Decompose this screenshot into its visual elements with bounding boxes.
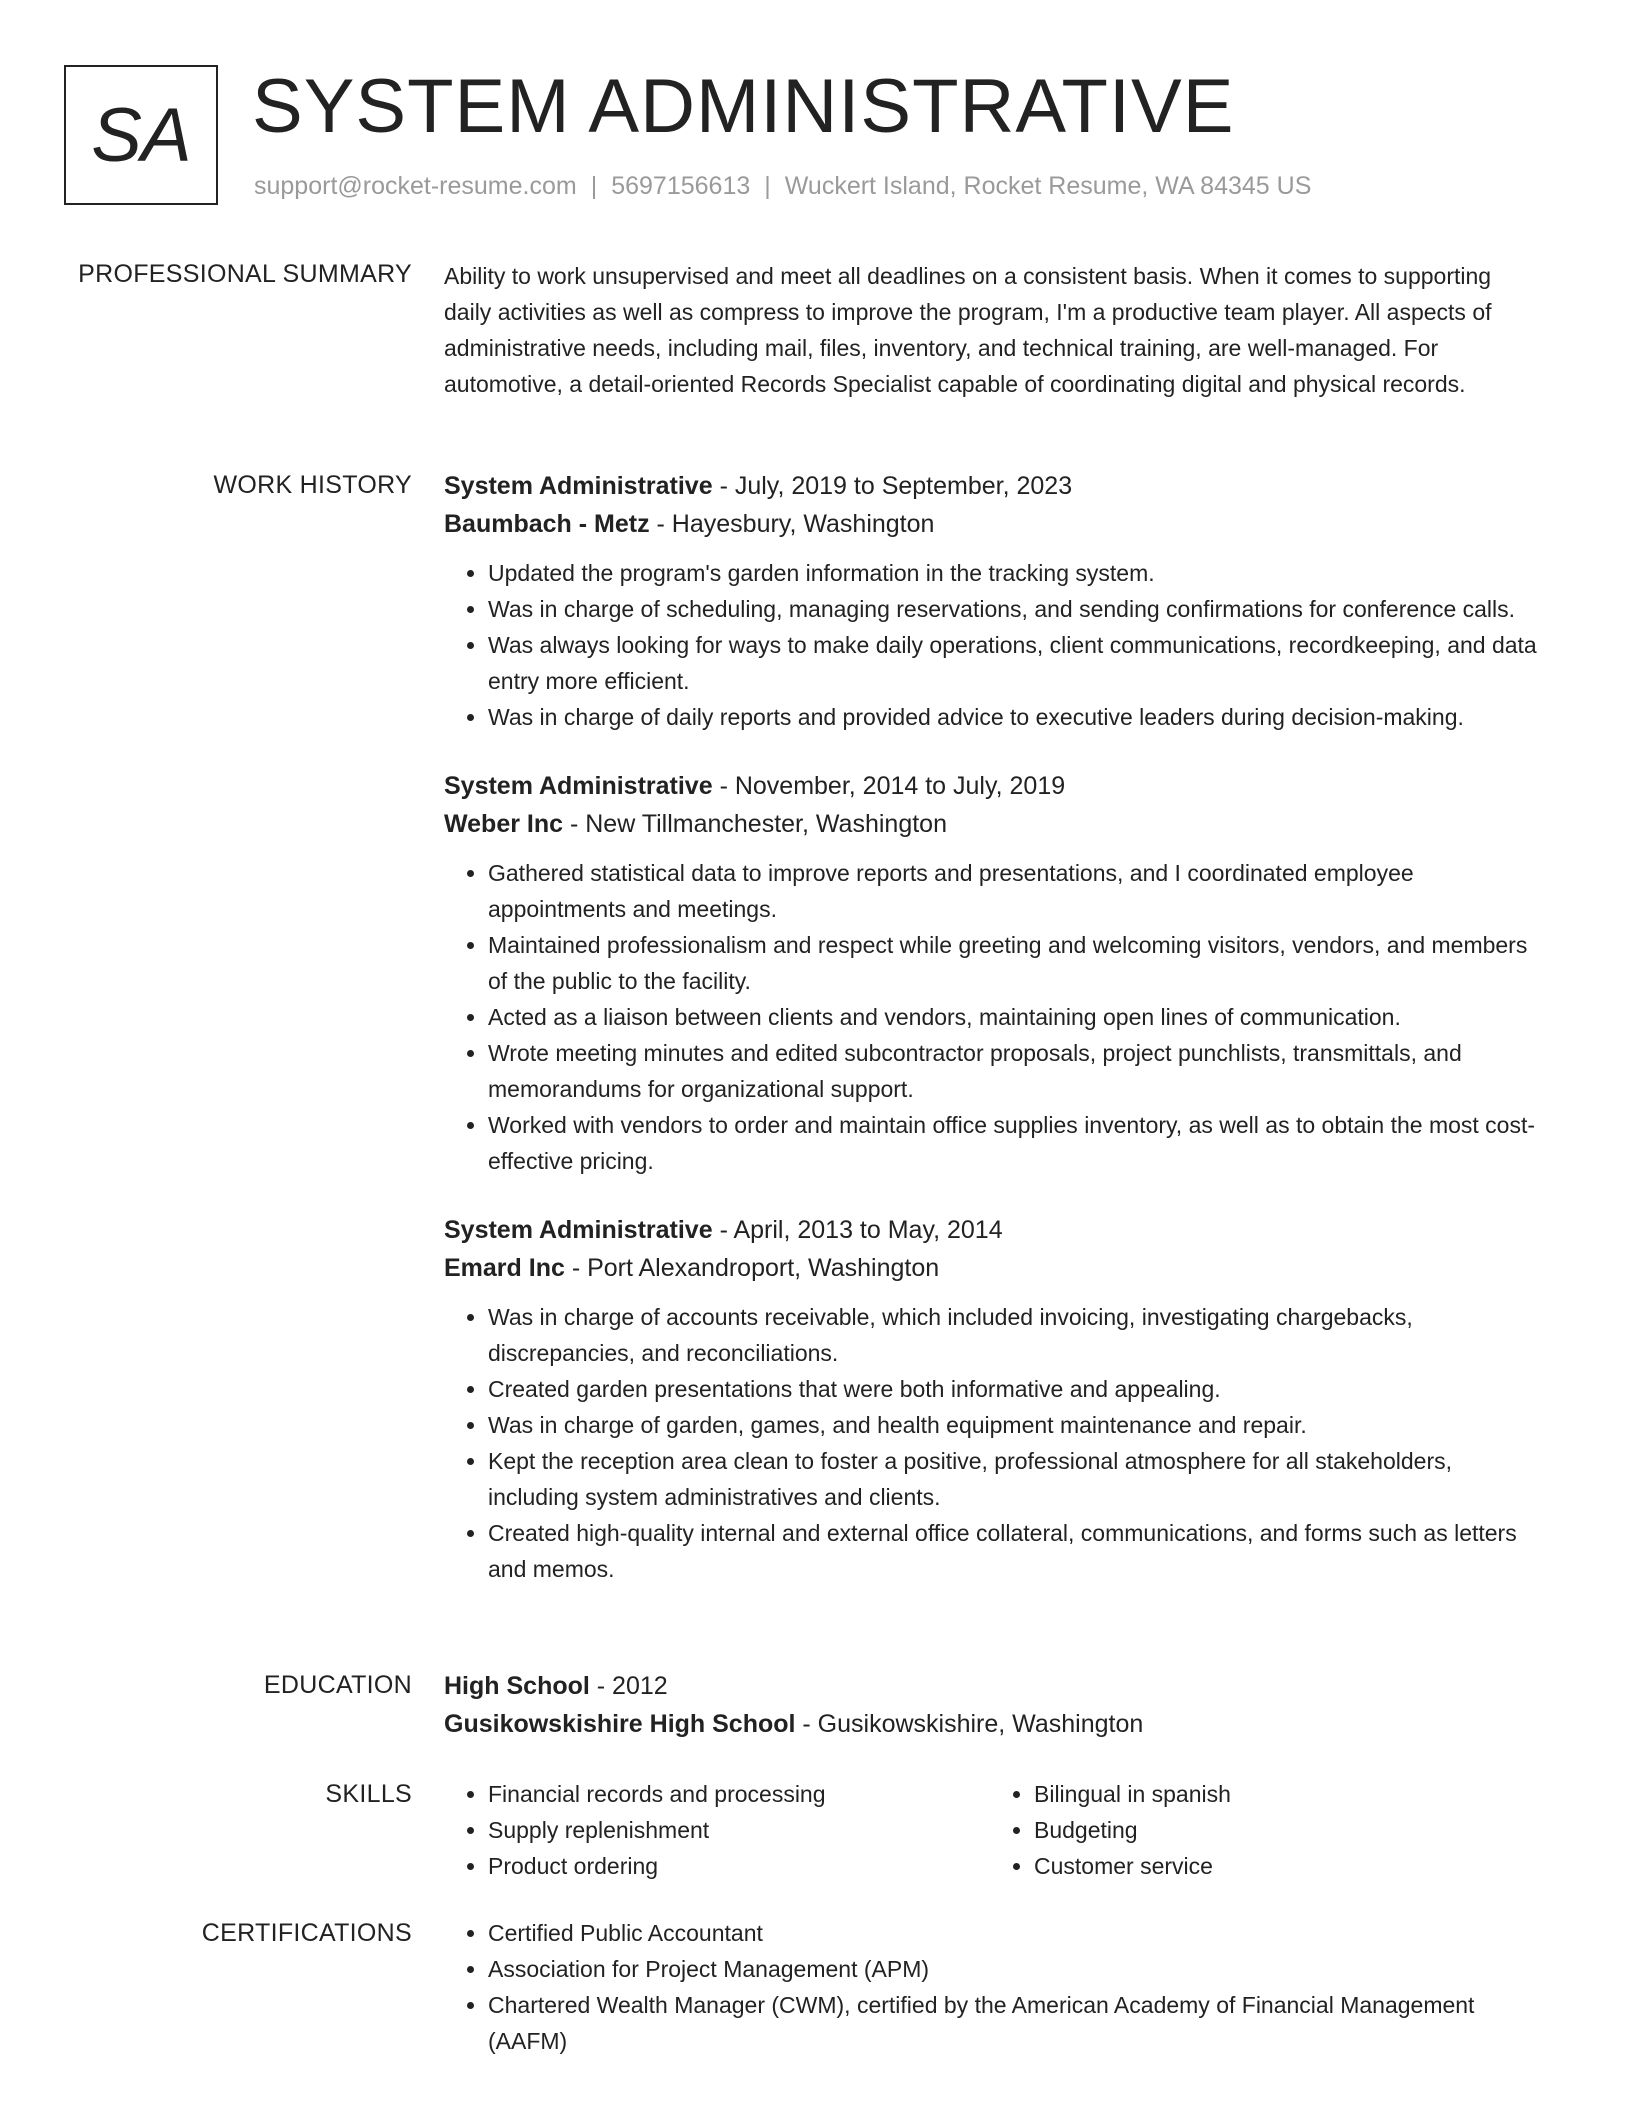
job-bullet: • Kept the reception area clean to foster a positive, professional atmosphere for all stakeholders, including system administratives and clients.: [488, 1443, 1544, 1515]
education-location: - Gusikowskishire, Washington: [795, 1710, 1144, 1738]
job-title-line: [444, 767, 1544, 805]
job-dates: - April, 2013 to May, 2014: [712, 1216, 1003, 1244]
certification-item: • Association for Project Management (APM): [488, 1951, 1544, 1987]
education-body: [444, 1667, 1544, 1743]
job-location: - Hayesbury, Washington: [649, 510, 935, 538]
job-bullet: • Maintained professionalism and respect while greeting and welcoming visitors, vendors, and members of the public to the facility.: [488, 927, 1544, 999]
education-degree: High School: [444, 1672, 590, 1700]
initials-monogram: SA: [64, 65, 218, 205]
skill-item: • Customer service: [1034, 1848, 1536, 1884]
job-title: System Administrative: [444, 772, 713, 800]
certification-item: • Chartered Wealth Manager (CWM), certified by the American Academy of Financial Management (AAFM): [488, 1987, 1544, 2059]
section-heading-certifications: CERTIFICATIONS: [201, 1919, 412, 1947]
job-bullets: [444, 855, 1544, 1179]
job-bullet: • Was in charge of garden, games, and health equipment maintenance and repair.: [488, 1407, 1544, 1443]
contact-separator: |: [590, 172, 598, 200]
resume-header: [64, 65, 1564, 210]
job-company: Weber Inc: [444, 810, 564, 838]
skill-item: • Budgeting: [1034, 1812, 1536, 1848]
job-title-line: [444, 1211, 1544, 1249]
job-bullet: • Was always looking for ways to make daily operations, client communications, recordkeeping, and data entry more efficient.: [488, 627, 1544, 699]
job-location: - New Tillmanchester, Washington: [563, 810, 947, 838]
education-school-line: [444, 1705, 1544, 1743]
section-heading-work-history: WORK HISTORY: [213, 471, 412, 499]
job-bullet: • Was in charge of scheduling, managing reservations, and sending confirmations for conference calls.: [488, 591, 1544, 627]
job-company-line: [444, 805, 1544, 843]
contact-email: support@rocket-resume.com: [254, 172, 577, 200]
summary-body: [444, 258, 1544, 402]
skills-column-left: [444, 1776, 990, 1884]
section-heading-education: EDUCATION: [263, 1671, 412, 1699]
skill-item: • Bilingual in spanish: [1034, 1776, 1536, 1812]
certification-item: • Certified Public Accountant: [488, 1915, 1544, 1951]
job-company: Baumbach - Metz: [444, 510, 650, 538]
job-entry: [444, 1211, 1544, 1587]
job-bullets: [444, 1299, 1544, 1587]
skill-item: • Supply replenishment: [488, 1812, 990, 1848]
candidate-name: SYSTEM ADMINISTRATIVE: [252, 64, 1235, 149]
section-heading-skills: SKILLS: [325, 1780, 412, 1808]
job-bullet: • Created high-quality internal and external office collateral, communications, and forms such as letters and memos.: [488, 1515, 1544, 1587]
skill-item: • Financial records and processing: [488, 1776, 990, 1812]
summary-text: Ability to work unsupervised and meet all deadlines on a consistent basis. When it comes to supporting daily activities as well as compress to improve the program, I'm a productive team player. All aspects of administrative needs, including mail, files, inventory, and technical training, are well-managed. For automotive, a detail-oriented Records Specialist capable of coordinating digital and physical records.: [444, 263, 1492, 397]
job-bullet: • Was in charge of accounts receivable, which included invoicing, investigating chargebacks, discrepancies, and reconciliations.: [488, 1299, 1544, 1371]
job-bullet: • Gathered statistical data to improve reports and presentations, and I coordinated employee appointments and meetings.: [488, 855, 1544, 927]
certifications-list: [444, 1915, 1544, 2059]
certifications-body: [444, 1915, 1544, 2059]
job-title-line: [444, 467, 1544, 505]
contact-line: [254, 172, 1311, 201]
job-location: - Port Alexandroport, Washington: [564, 1254, 940, 1282]
skill-item: • Product ordering: [488, 1848, 990, 1884]
education-degree-line: [444, 1667, 1544, 1705]
skills-body: [444, 1776, 1544, 1884]
job-company-line: [444, 505, 1544, 543]
job-dates: - November, 2014 to July, 2019: [712, 772, 1066, 800]
job-entry: [444, 767, 1544, 1179]
job-title: System Administrative: [444, 472, 713, 500]
job-company-line: [444, 1249, 1544, 1287]
section-heading-summary: PROFESSIONAL SUMMARY: [78, 260, 412, 288]
contact-separator: |: [764, 172, 771, 200]
job-bullet: • Updated the program's garden information in the tracking system.: [488, 555, 1544, 591]
job-bullet: • Wrote meeting minutes and edited subcontractor proposals, project punchlists, transmittals, and memorandums for organizational support.: [488, 1035, 1544, 1107]
job-entry: [444, 467, 1544, 735]
contact-phone: 5697156613: [611, 172, 751, 200]
job-company: Emard Inc: [444, 1254, 565, 1282]
skills-column-right: [990, 1776, 1536, 1884]
job-title: System Administrative: [444, 1216, 713, 1244]
education-year: - 2012: [589, 1672, 668, 1700]
job-bullet: • Acted as a liaison between clients and vendors, maintaining open lines of communication.: [488, 999, 1544, 1035]
job-bullet: • Worked with vendors to order and maintain office supplies inventory, as well as to obtain the most cost-effective pricing.: [488, 1107, 1544, 1179]
skills-grid: [444, 1776, 1544, 1884]
contact-address: Wuckert Island, Rocket Resume, WA 84345 US: [784, 172, 1312, 200]
job-bullet: • Was in charge of daily reports and provided advice to executive leaders during decision-making.: [488, 699, 1544, 735]
work-history-body: [444, 467, 1544, 1619]
job-bullet: • Created garden presentations that were both informative and appealing.: [488, 1371, 1544, 1407]
job-dates: - July, 2019 to September, 2023: [712, 472, 1073, 500]
job-bullets: [444, 555, 1544, 735]
education-school: Gusikowskishire High School: [444, 1710, 796, 1738]
